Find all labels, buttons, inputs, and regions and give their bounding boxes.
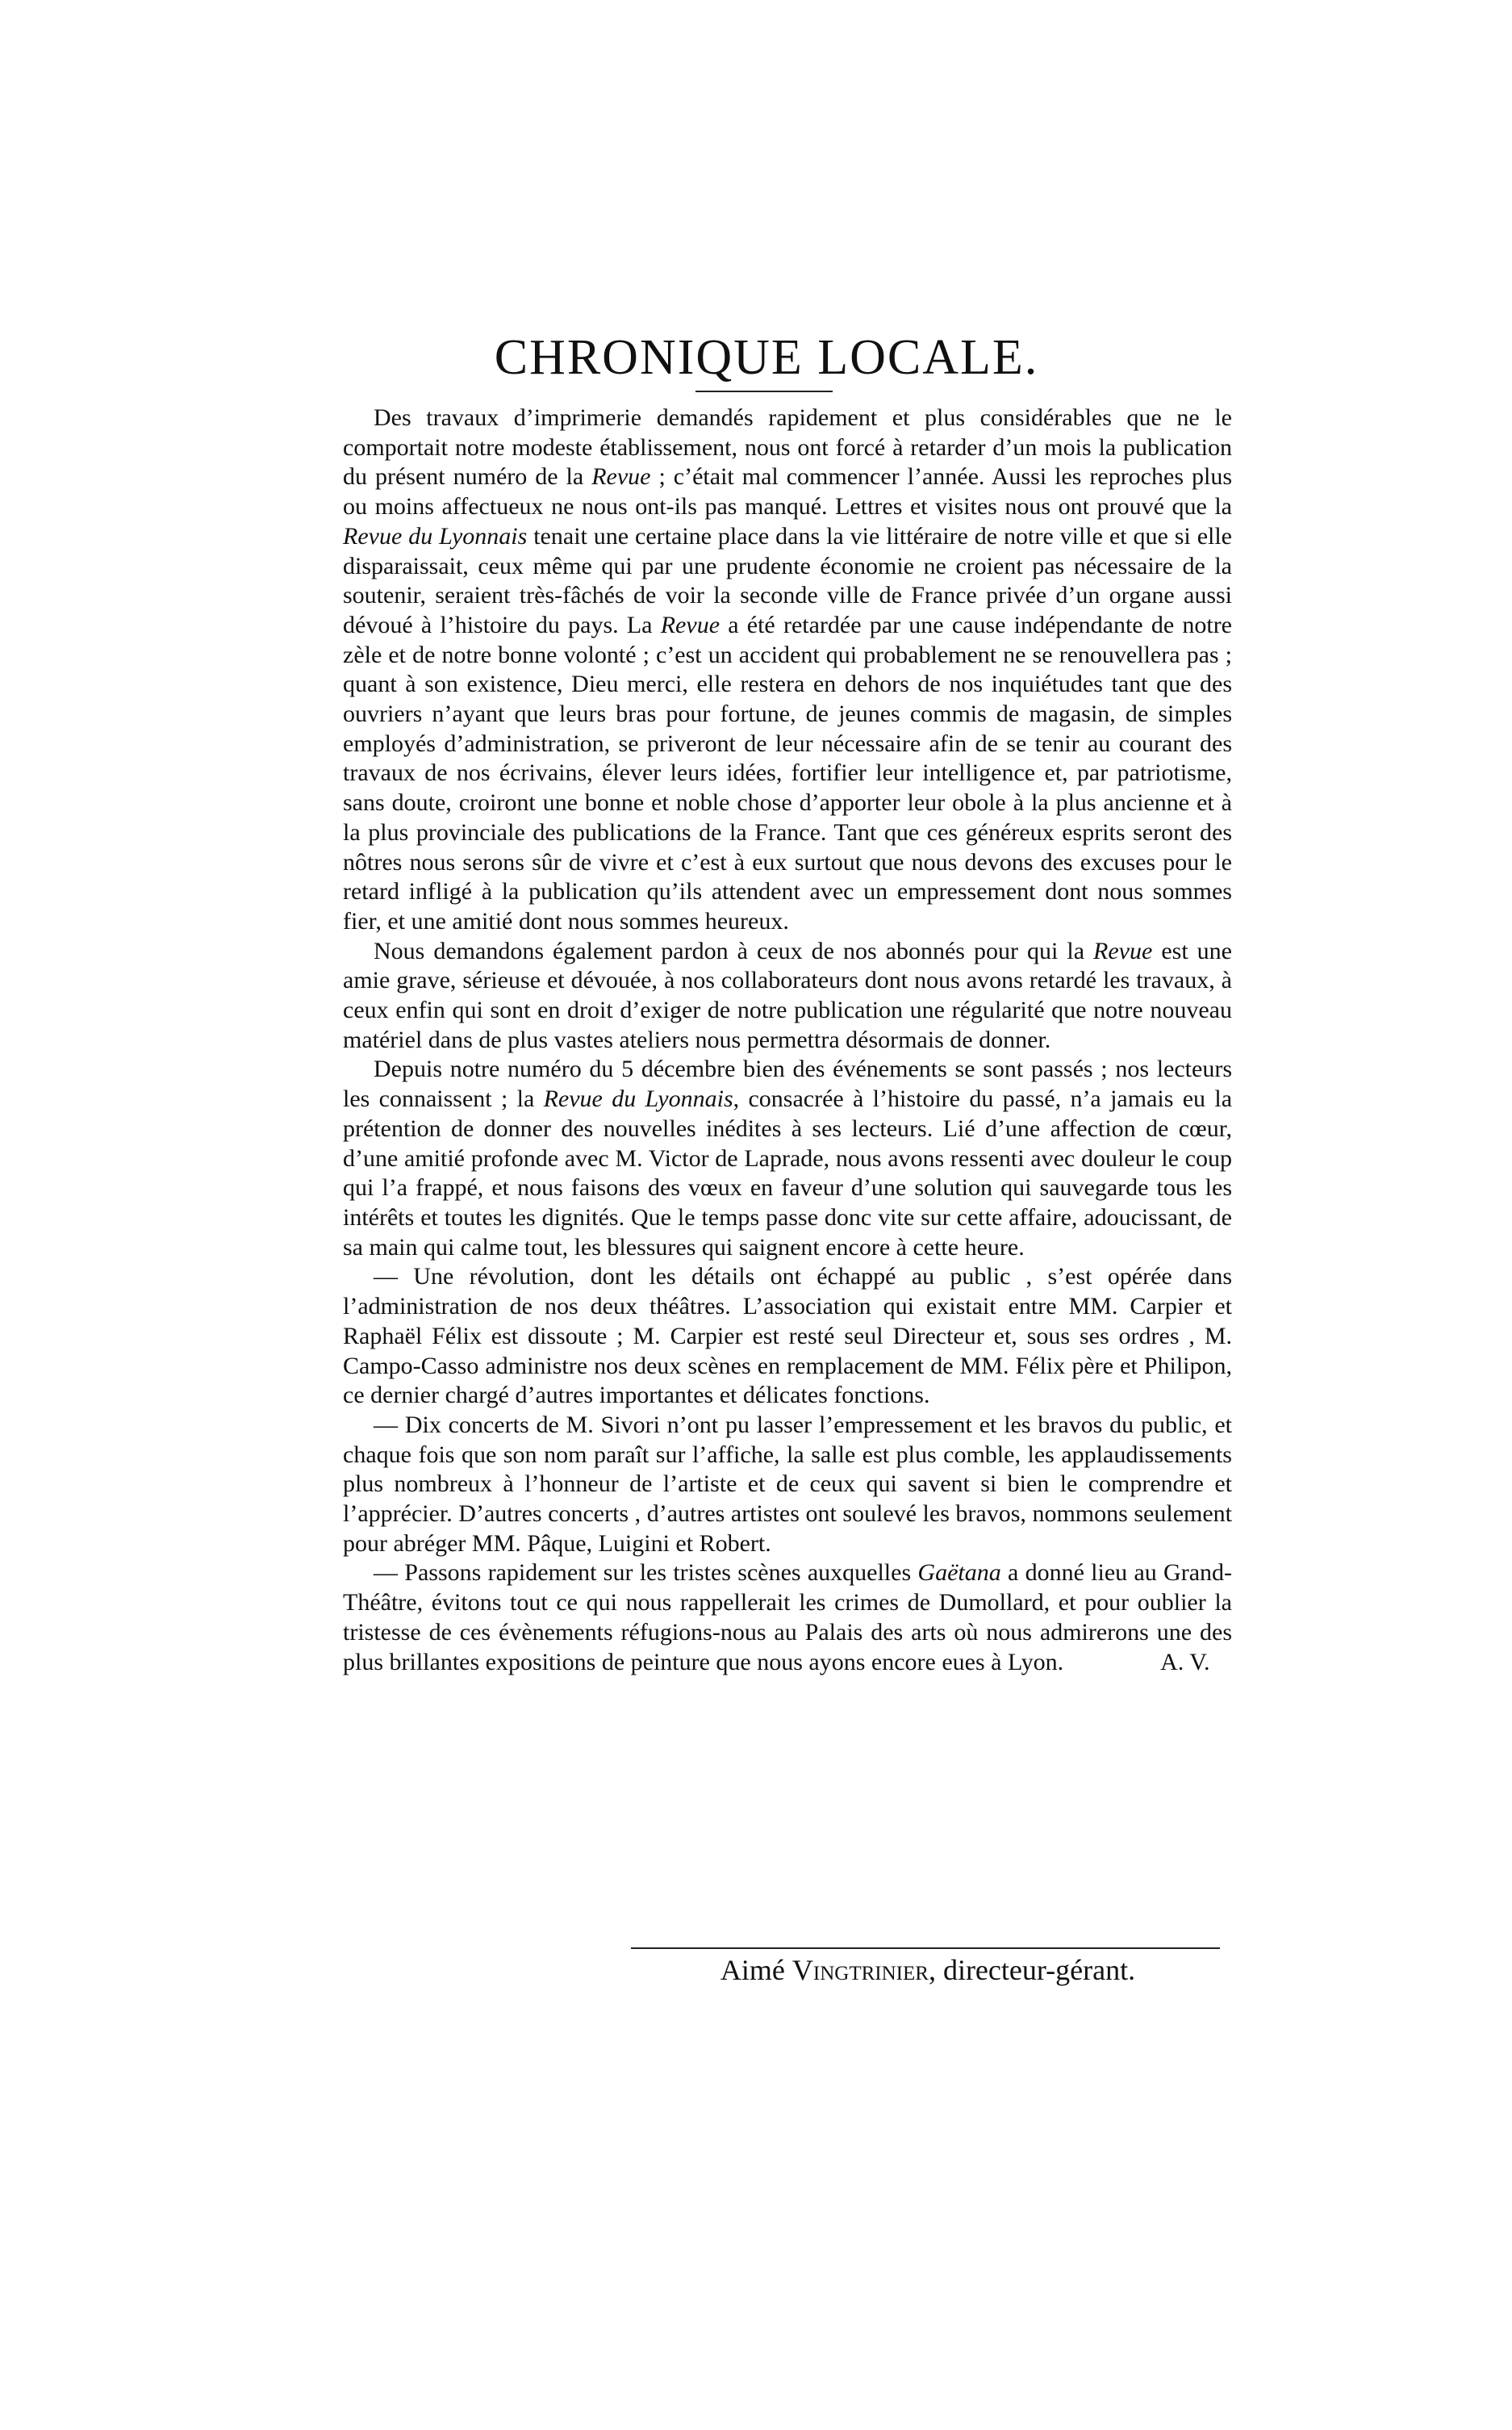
publisher-role: , directeur-gérant. [928, 1954, 1136, 1986]
page-title: CHRONIQUE LOCALE. [494, 330, 1039, 385]
italic-title: Revue [1093, 937, 1153, 964]
italic-title: Revue [591, 463, 651, 491]
publisher-surname: Vingtrinier [792, 1954, 929, 1986]
italic-title: Revue [660, 611, 720, 638]
paragraph-4: — Une révolution, dont les détails ont échappé au public , s’est opérée dans l’administration de nos deux théâtres. L’association qui existait entre MM. Carpier et Raphaël Félix est dissoute ; M. Carpier est resté seul Directeur et, sous ses ordres , M. Campo-Casso administre nos deux scènes en remplacement de MM. Félix père et Philipon, ce dernier chargé d’autres importantes et délicates fonctions. [343, 1263, 1232, 1409]
article-body [343, 404, 1232, 1677]
paragraph-5: — Dix concerts de M. Sivori n’ont pu lasser l’empressement et les bravos du public, et chaque fois que son nom paraît sur l’affiche, la salle est plus comble, les applaudissements plus nombreux à l’honneur de l’artiste et de ceux qui savent si bien le comprendre et l’apprécier. D’autres concerts , d’autres artistes ont soulevé les bravos, nommons seulement pour abréger MM. Pâque, Luigini et Robert. [343, 1411, 1232, 1557]
paragraph-2: Nous demandons également pardon à ceux de nos abonnés pour qui la Revue est une amie grave, sérieuse et dévouée, à nos collaborateurs dont nous avons retardé les travaux, à ceux enfin qui sont en droit d’exiger de notre publication une régularité que notre nouveau matériel dans de plus vastes ateliers nous permettra désormais de donner. [343, 937, 1232, 1053]
italic-title: Revue du Lyonnais [343, 522, 528, 550]
publisher-first-name: Aimé [720, 1954, 792, 1986]
paragraph-6: — Passons rapidement sur les tristes scènes auxquelles Gaëtana a donné lieu au Grand-Théâtre, évitons tout ce qui nous rappellerait les crimes de Dumollard, et pour oublier la tristesse de ces évènements réfugions-nous au Palais des arts où nous admirerons une des plus brillantes expositions de peinture que nous ayons encore eues à Lyon. A. V. [343, 1559, 1232, 1675]
italic-title: Revue du Lyonnais [543, 1085, 733, 1113]
signature-rule [631, 1947, 1220, 1949]
title-underline [695, 391, 833, 392]
paragraph-3: Depuis notre numéro du 5 décembre bien des événements se sont passés ; nos lecteurs les connaissent ; la Revue du Lyonnais, consacrée à l’histoire du passé, n’a jamais eu la prétention de donner des nouvelles inédites à ses lecteurs. Lié d’une affection de cœur, d’une amitié profonde avec M. Victor de Laprade, nous avons ressenti avec douleur le coup qui l’a frappé, et nous faisons des vœux en faveur d’une solution qui sauvegarde tous les intérêts et toutes les dignités. Que le temps passe donc vite sur cette affaire, adoucissant, de sa main qui calme tout, les blessures qui saignent encore à cette heure. [343, 1056, 1233, 1261]
publisher-signature [613, 1953, 1243, 1987]
paragraph-1: Des travaux d’imprimerie demandés rapidement et plus considérables que ne le comportait notre modeste établissement, nous ont forcé à retarder d’un mois la publication du présent numéro de la Revue ; c’était mal commencer l’année. Aussi les reproches plus ou moins affectueux ne nous ont-ils pas manqué. Lettres et visites nous ont prouvé que la Revue du Lyonnais tenait une certaine place dans la vie littéraire de notre ville et que si elle disparaissait, ceux même qui par une prudente économie ne croient pas nécessaire de la soutenir, seraient très-fâchés de voir la seconde ville de France privée d’un organe aussi dévoué à l’histoire du pays. La Revue a été retardée par une cause indépendante de notre zèle et de notre bonne volonté ; c’est un accident qui probablement ne se renouvellera pas ; quant à son existence, Dieu merci, elle restera en dehors de nos inquiétudes tant que des ouvriers n’ayant que leurs bras pour fortune, de jeunes commis de magasin, de simples employés d’administration, se priveront de leur nécessaire afin de se tenir au courant des travaux de nos écrivains, élever leurs idées, fortifier leur intelligence et, par patriotisme, sans doute, croiront une bonne et noble chose d’apporter leur obole à la plus ancienne et à la plus provinciale des publications de la France. Tant que ces généreux esprits seront des nôtres nous serons sûr de vivre et c’est à eux surtout que nous devons des excuses pour le retard infligé à la publication qu’ils attendent avec un empressement dont nous sommes fier, et une amitié dont nous sommes heureux. [343, 404, 1233, 935]
italic-title: Gaëtana [917, 1559, 1001, 1587]
